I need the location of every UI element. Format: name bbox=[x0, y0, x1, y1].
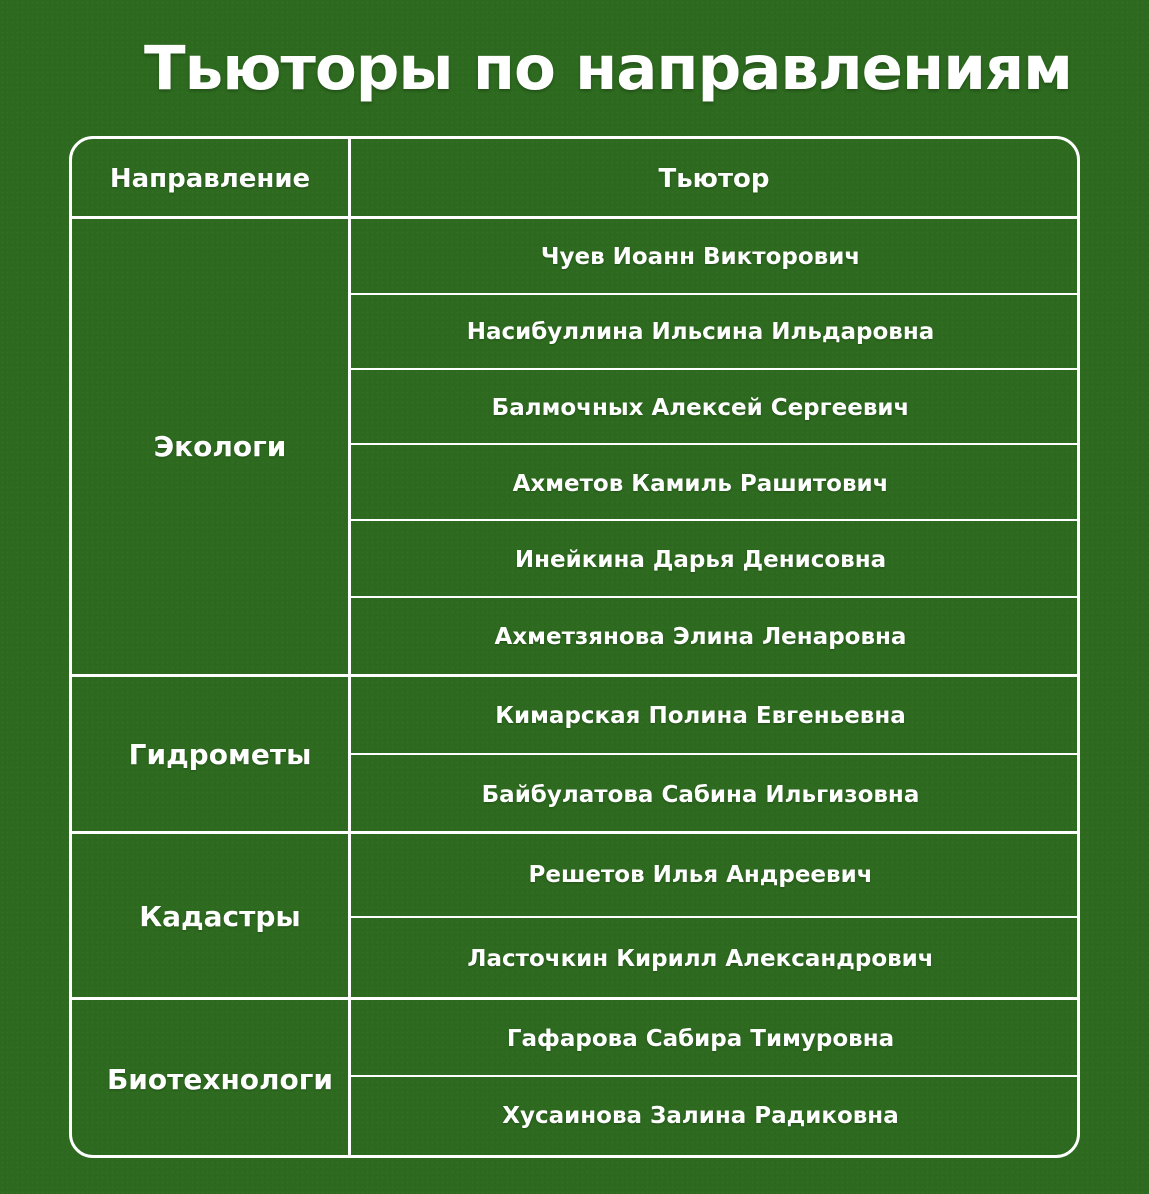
tutor-cell: Ахметзянова Элина Ленаровна bbox=[494, 623, 907, 650]
tutor-cell: Ласточкин Кирилл Александрович bbox=[467, 946, 934, 972]
direction-cell-biotechnologists: Биотехнологи bbox=[106, 1062, 334, 1096]
tutor-cell: Инейкина Дарья Денисовна bbox=[514, 546, 887, 573]
tutor-cell: Кимарская Полина Евгеньевна bbox=[495, 702, 906, 729]
direction-cell-cadastres: Кадастры bbox=[139, 899, 301, 933]
tutor-cell: Ахметов Камиль Рашитович bbox=[512, 470, 889, 497]
tutor-cell: Байбулатова Сабина Ильгизовна bbox=[481, 782, 920, 808]
tutor-cell: Хусаинова Залина Радиковна bbox=[502, 1103, 899, 1129]
direction-cell-hydromets: Гидрометы bbox=[128, 738, 312, 771]
tutor-cell: Насибуллина Ильсина Ильдаровна bbox=[466, 319, 935, 345]
column-header-tutor: Тьютор bbox=[658, 164, 770, 194]
tutor-cell: Решетов Илья Андреевич bbox=[528, 862, 873, 888]
direction-cell-ecologists: Экологи bbox=[153, 430, 287, 463]
tutor-cell: Гафарова Сабира Тимуровна bbox=[506, 1026, 895, 1052]
tutor-cell: Балмочных Алексей Сергеевич bbox=[491, 395, 910, 421]
tutor-cell: Чуев Иоанн Викторович bbox=[540, 243, 861, 270]
tutors-table bbox=[69, 136, 1080, 1158]
table-header bbox=[72, 139, 1077, 217]
column-header-direction: Направление bbox=[109, 164, 311, 194]
page-title: Тьюторы по направлениям bbox=[144, 33, 1072, 104]
